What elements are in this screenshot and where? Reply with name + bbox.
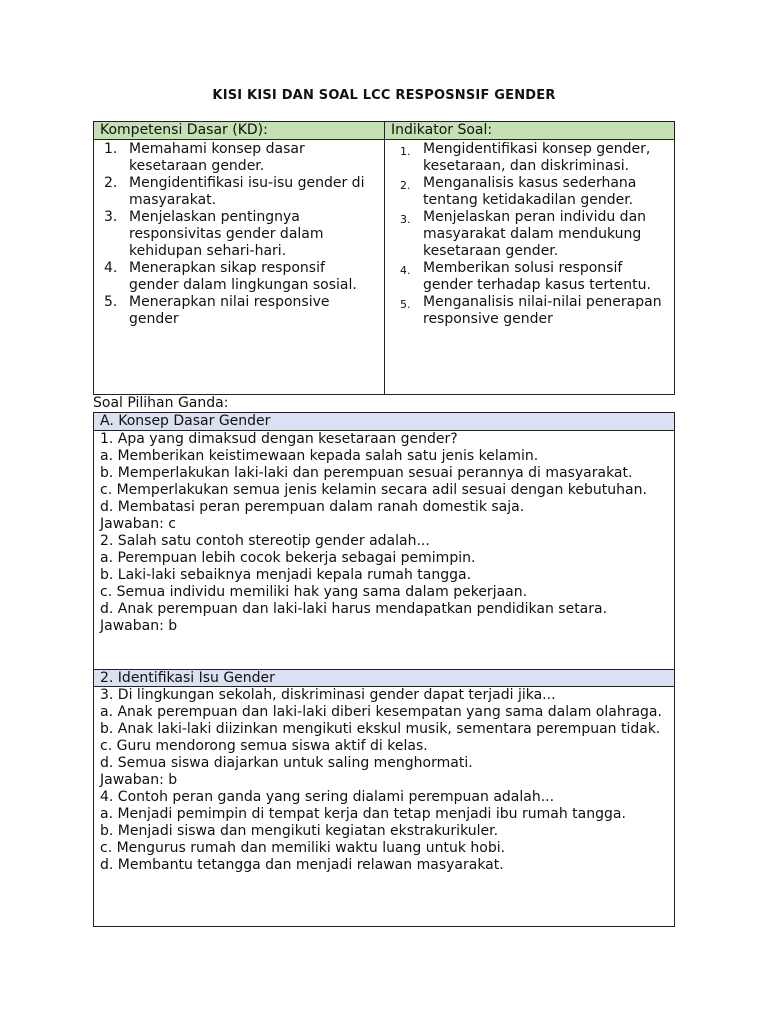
- question-line: c. Guru mendorong semua siswa aktif di kelas.: [100, 738, 428, 754]
- indikator-item: 4. Memberikan solusi responsif gender terhadap kasus tertentu.: [400, 260, 651, 293]
- section-heading: 2. Identifikasi Isu Gender: [94, 669, 674, 687]
- answer-line: Jawaban: b: [100, 772, 178, 788]
- question-line: a. Memberikan keistimewaan kepada salah satu jenis kelamin.: [100, 448, 539, 464]
- question-line: c. Semua individu memiliki hak yang sama dalam pekerjaan.: [100, 584, 528, 600]
- document-title: KISI KISI DAN SOAL LCC RESPOSNSIF GENDER: [212, 88, 556, 103]
- soal-label: Soal Pilihan Ganda:: [93, 395, 229, 411]
- question-line: b. Laki-laki sebaiknya menjadi kepala rumah tangga.: [100, 567, 472, 583]
- indikator-item: 3. Menjelaskan peran individu dan masyarakat dalam mendukung kesetaraan gender.: [400, 209, 647, 259]
- question-line: b. Menjadi siswa dan mengikuti kegiatan ekstrakurikuler.: [100, 823, 499, 839]
- column-divider: [384, 122, 385, 394]
- kd-list: [104, 141, 374, 328]
- questions-table: [93, 412, 675, 927]
- kd-header: Kompetensi Dasar (KD):: [100, 122, 268, 138]
- question-line: d. Membantu tetangga dan menjadi relawan masyarakat.: [100, 857, 504, 873]
- question-line: d. Anak perempuan dan laki-laki harus mendapatkan pendidikan setara.: [100, 601, 608, 617]
- question-line: c. Memperlakukan semua jenis kelamin secara adil sesuai dengan kebutuhan.: [100, 482, 647, 498]
- indikator-item: 5. Menganalisis nilai-nilai penerapan responsive gender: [400, 294, 662, 327]
- section-questions: [100, 431, 670, 635]
- indikator-header: Indikator Soal:: [391, 122, 493, 138]
- kd-item: 5. Menerapkan nilai responsive gender: [104, 294, 330, 327]
- question-line: 2. Salah satu contoh stereotip gender adalah...: [100, 533, 430, 549]
- kd-item: 1. Memahami konsep dasar kesetaraan gender.: [104, 141, 305, 174]
- answer-line: Jawaban: c: [100, 516, 176, 532]
- kd-item: 4. Menerapkan sikap responsif gender dalam lingkungan sosial.: [104, 260, 357, 293]
- indikator-item: 1. Mengidentifikasi konsep gender, kesetaraan, dan diskriminasi.: [400, 141, 651, 174]
- question-line: d. Semua siswa diajarkan untuk saling menghormati.: [100, 755, 473, 771]
- kd-item: 2. Mengidentifikasi isu-isu gender di masyarakat.: [104, 175, 365, 208]
- question-line: a. Perempuan lebih cocok bekerja sebagai pemimpin.: [100, 550, 476, 566]
- kd-indikator-table: [93, 121, 675, 395]
- section-heading: A. Konsep Dasar Gender: [94, 413, 674, 431]
- question-line: b. Anak laki-laki diizinkan mengikuti ekskul musik, sementara perempuan tidak.: [100, 721, 661, 737]
- question-line: 1. Apa yang dimaksud dengan kesetaraan gender?: [100, 431, 458, 447]
- question-line: c. Mengurus rumah dan memiliki waktu luang untuk hobi.: [100, 840, 506, 856]
- indikator-item: 2. Menganalisis kasus sederhana tentang ketidakadilan gender.: [400, 175, 637, 208]
- kd-item: 3. Menjelaskan pentingnya responsivitas gender dalam kehidupan sehari-hari.: [104, 209, 324, 259]
- question-line: d. Membatasi peran perempuan dalam ranah domestik saja.: [100, 499, 525, 515]
- question-line: a. Menjadi pemimpin di tempat kerja dan tetap menjadi ibu rumah tangga.: [100, 806, 626, 822]
- question-line: b. Memperlakukan laki-laki dan perempuan sesuai perannya di masyarakat.: [100, 465, 633, 481]
- question-line: 4. Contoh peran ganda yang sering dialami perempuan adalah...: [100, 789, 555, 805]
- question-line: 3. Di lingkungan sekolah, diskriminasi gender dapat terjadi jika...: [100, 687, 556, 703]
- question-line: a. Anak perempuan dan laki-laki diberi kesempatan yang sama dalam olahraga.: [100, 704, 662, 720]
- answer-line: Jawaban: b: [100, 618, 178, 634]
- section-questions: [100, 687, 670, 874]
- indikator-list: [398, 141, 668, 328]
